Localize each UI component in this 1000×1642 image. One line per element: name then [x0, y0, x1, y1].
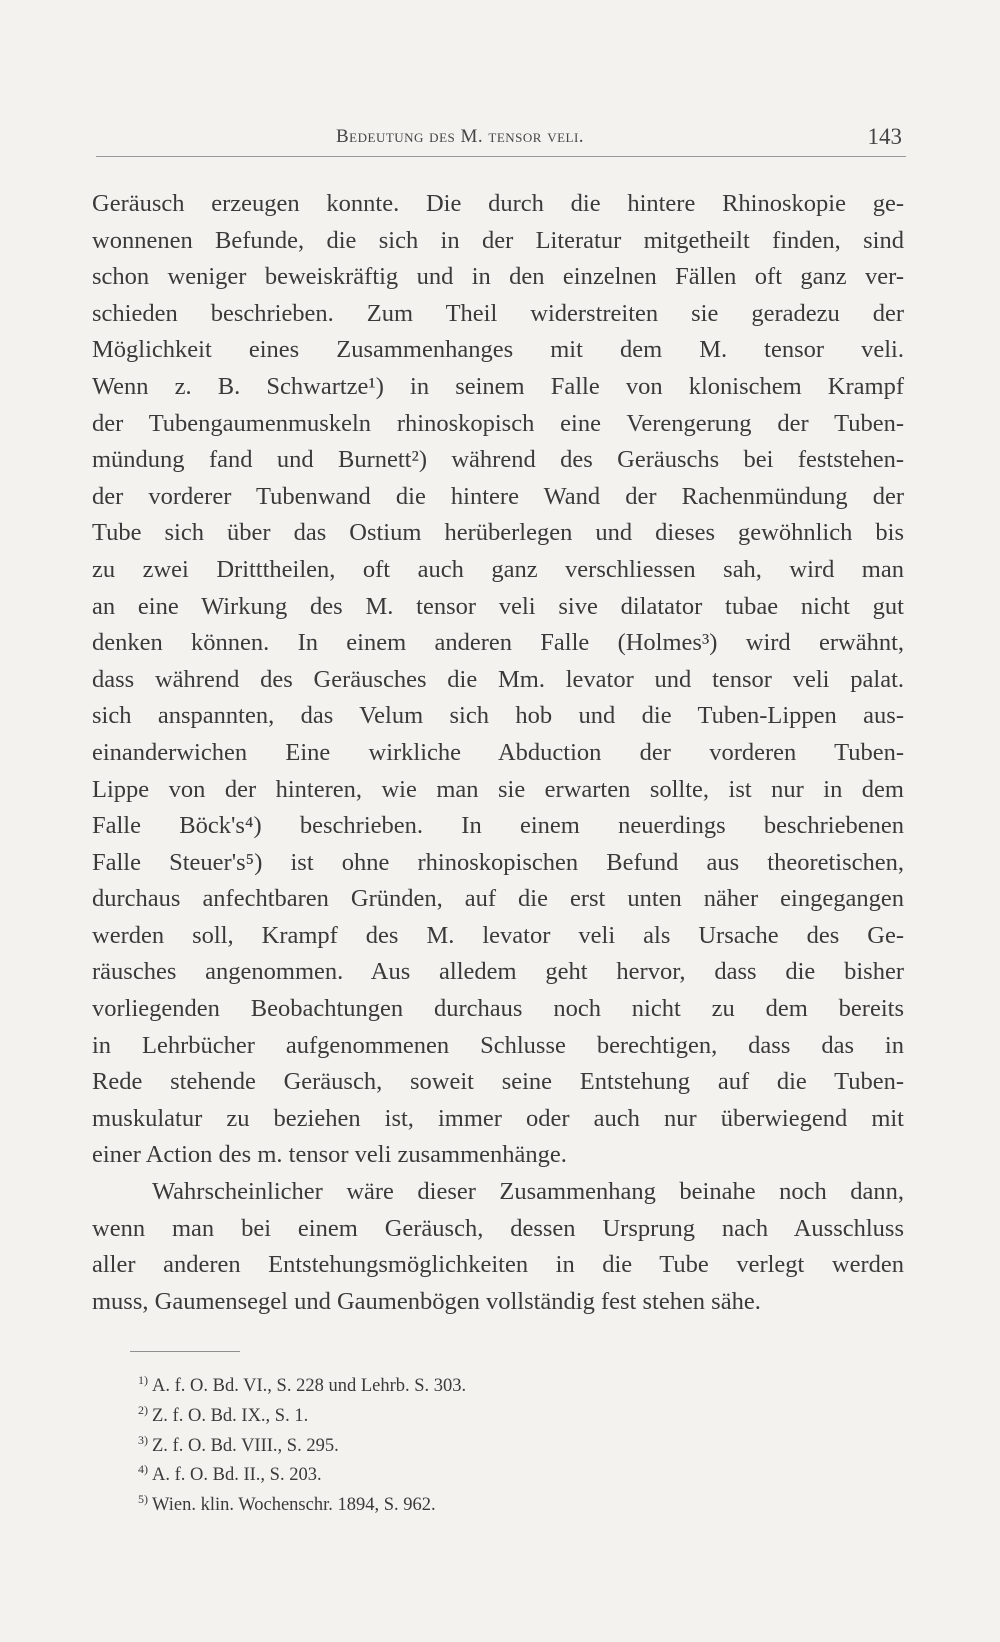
footnote-text: A. f. O. Bd. VI., S. 228 und Lehrb. S. 303.: [152, 1376, 467, 1397]
running-title: Bedeutung des M. tensor veli.: [336, 126, 585, 147]
text-line: räusches angenommen. Aus alledem geht hervor, dass die bisher: [92, 958, 904, 986]
text-line: werden soll, Krampf des M. levator veli als Ursache des Ge-: [92, 921, 904, 949]
footnote: [138, 1485, 738, 1515]
text-line: zu zwei Dritttheilen, oft auch ganz verschliessen sah, wird man: [92, 555, 904, 583]
footnote-divider: [130, 1351, 240, 1352]
text-line: sich anspannten, das Velum sich hob und die Tuben-Lippen aus-: [92, 702, 904, 730]
text-line: einer Action des m. tensor veli zusammenhänge.: [92, 1141, 567, 1169]
text-line: mündung fand und Burnett²) während des Geräuschs bei feststehen-: [92, 446, 904, 474]
text-line: Falle Böck's⁴) beschrieben. In einem neuerdings beschriebenen: [92, 812, 904, 840]
footnote-mark: 2): [138, 1402, 148, 1417]
text-line: Geräusch erzeugen konnte. Die durch die hintere Rhinoskopie ge-: [92, 190, 904, 217]
text-line: der vorderer Tubenwand die hintere Wand der Rachenmündung der: [92, 482, 904, 510]
text-line: wonnenen Befunde, die sich in der Literatur mitgetheilt finden, sind: [92, 226, 904, 254]
text-line: der Tubengaumenmuskeln rhinoskopisch eine Verengerung der Tuben-: [92, 409, 904, 437]
page-number: 143: [867, 124, 902, 149]
text-line: Falle Steuer's⁵) ist ohne rhinoskopischen Befund aus theoretischen,: [92, 848, 904, 876]
text-line: durchaus anfechtbaren Gründen, auf die erst unten näher eingegangen: [92, 885, 904, 913]
text-line: Wahrscheinlicher wäre dieser Zusammenhang beinahe noch dann,: [152, 1178, 904, 1206]
text-line: wenn man bei einem Geräusch, dessen Ursprung nach Ausschluss: [92, 1214, 904, 1242]
footnote: [138, 1455, 738, 1485]
footnote-text: A. f. O. Bd. II., S. 203.: [152, 1465, 322, 1486]
text-line: Tube sich über das Ostium herüberlegen und dieses gewöhnlich bis: [92, 519, 904, 547]
footnote-text: Z. f. O. Bd. IX., S. 1.: [152, 1405, 309, 1426]
text-line: dass während des Geräusches die Mm. levator und tensor veli palat.: [92, 665, 904, 693]
text-line: Wenn z. B. Schwartze¹) in seinem Falle von klonischem Krampf: [92, 372, 904, 400]
text-line: in Lehrbücher aufgenommenen Schlusse berechtigen, dass das in: [92, 1031, 904, 1059]
text-line: Rede stehende Geräusch, soweit seine Entstehung auf die Tuben-: [92, 1068, 904, 1096]
text-line: denken können. In einem anderen Falle (Holmes³) wird erwähnt,: [92, 629, 904, 657]
footnote-mark: 5): [138, 1492, 148, 1507]
footnote-text: Wien. klin. Wochenschr. 1894, S. 962.: [152, 1495, 436, 1516]
footnote-mark: 1): [138, 1373, 148, 1387]
text-line: muskulatur zu beziehen ist, immer oder auch nur überwiegend mit: [92, 1104, 904, 1132]
footnote-text: Z. f. O. Bd. VIII., S. 295.: [152, 1435, 339, 1456]
text-line: schieden beschrieben. Zum Theil widerstreiten sie geradezu der: [92, 299, 904, 327]
footnote: [138, 1426, 738, 1456]
running-head: [96, 124, 906, 157]
text-line: Lippe von der hinteren, wie man sie erwarten sollte, ist nur in dem: [92, 775, 904, 803]
footnote-mark: 3): [138, 1432, 148, 1447]
text-line: aller anderen Entstehungsmöglichkeiten in die Tube verlegt werden: [92, 1251, 904, 1279]
footnote: [138, 1396, 738, 1426]
body-text: [92, 186, 904, 1320]
text-line: Möglichkeit eines Zusammenhanges mit dem M. tensor veli.: [92, 336, 904, 364]
text-line: an eine Wirkung des M. tensor veli sive dilatator tubae nicht gut: [92, 592, 904, 620]
text-line: muss, Gaumensegel und Gaumenbögen vollständig fest stehen sähe.: [92, 1287, 761, 1315]
text-line: schon weniger beweiskräftig und in den einzelnen Fällen oft ganz ver-: [92, 263, 904, 291]
footnotes: [138, 1366, 738, 1515]
text-line: einanderwichen Eine wirkliche Abduction der vorderen Tuben-: [92, 738, 904, 766]
footnote: [138, 1366, 738, 1396]
text-line: vorliegenden Beobachtungen durchaus noch nicht zu dem bereits: [92, 995, 904, 1023]
footnote-mark: 4): [138, 1462, 148, 1477]
